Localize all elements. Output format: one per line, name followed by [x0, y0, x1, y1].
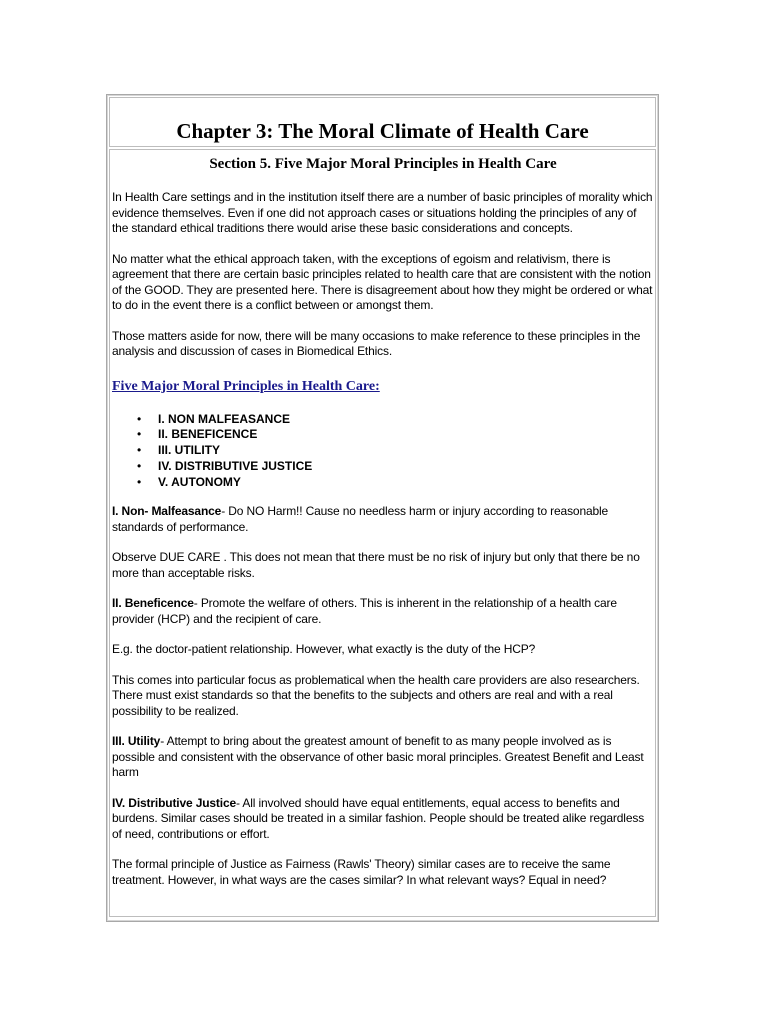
- distributive-justice-paragraph: IV. Distributive Justice- All involved should have equal entitlements, equal access to benefits and burdens. Similar cases should be treated in a similar fashion. People should be treated alike regardless of need, contributions or effort.: [112, 795, 645, 841]
- list-item: • IV. DISTRIBUTIVE JUSTICE: [137, 458, 313, 473]
- intro-paragraph: No matter what the ethical approach taken, with the exceptions of egoism and relativism, there is agreement that there are certain basic principles related to health care that are consistent with the notion of the GOOD. They are presented here. There is disagreement about how they might be ordered or what to do in the event there is a conflict between or amongst them.: [112, 251, 653, 312]
- bullet-icon: •: [137, 458, 142, 473]
- bullet-icon: •: [137, 427, 142, 442]
- term: IV. Distributive Justice: [112, 795, 237, 810]
- content-table: [106, 94, 659, 922]
- non-malfeasance-paragraph: I. Non- Malfeasance- Do NO Harm!! Cause no needless harm or injury according to reasonable standards of performance.: [112, 504, 609, 534]
- body-cell: [109, 149, 656, 917]
- section-heading: Section 5. Five Major Moral Principles in Health Care: [209, 156, 557, 172]
- bullet-icon: •: [137, 411, 142, 426]
- beneficence-paragraph: II. Beneficence- Promote the welfare of others. This is inherent in the relationship of a health care provider (HCP) and the recipient of care.: [112, 596, 617, 626]
- researchers-paragraph: This comes into particular focus as problematical when the health care providers are also researchers. There must exist standards so that the benefits to the subjects and others are real and with a real possibility to be realized.: [112, 672, 640, 718]
- due-care-paragraph: Observe DUE CARE . This does not mean that there must be no risk of injury but only that there be no more than acceptable risks.: [112, 550, 640, 580]
- fairness-paragraph: The formal principle of Justice as Fairness (Rawls' Theory) similar cases are to receive the same treatment. However, in what ways are the cases similar? In what relevant ways? Equal in need?: [112, 857, 611, 887]
- principles-heading-link[interactable]: Five Major Moral Principles in Health Care:: [112, 378, 380, 394]
- example-paragraph: E.g. the doctor-patient relationship. However, what exactly is the duty of the HCP?: [112, 642, 536, 657]
- list-item: • II. BENEFICENCE: [137, 427, 258, 442]
- page-title: Chapter 3: The Moral Climate of Health Care: [176, 119, 589, 143]
- bullet-icon: •: [137, 443, 142, 458]
- list-item: • I. NON MALFEASANCE: [137, 411, 290, 426]
- utility-paragraph: III. Utility- Attempt to bring about the greatest amount of benefit to as many people involved as is possible and consistent with the observance of other basic moral principles. Greatest Benefit and Least harm: [112, 734, 644, 780]
- list-item: • III. UTILITY: [137, 443, 220, 458]
- bullet-icon: •: [137, 474, 142, 489]
- intro-paragraph: Those matters aside for now, there will be many occasions to make reference to these principles in the analysis and discussion of cases in Biomedical Ethics.: [112, 328, 641, 358]
- term: III. Utility: [112, 734, 161, 749]
- principles-list: [112, 412, 654, 491]
- list-item: • V. AUTONOMY: [137, 474, 241, 489]
- intro-paragraph: In Health Care settings and in the institution itself there are a number of basic principles of morality which evidence themselves. Even if one did not approach cases or situations holding the principles of any of the standard ethical traditions there would arise these basic considerations and concepts.: [112, 190, 653, 235]
- term: II. Beneficence: [112, 596, 194, 611]
- term: I. Non- Malfeasance: [112, 504, 222, 519]
- title-cell: [109, 97, 656, 147]
